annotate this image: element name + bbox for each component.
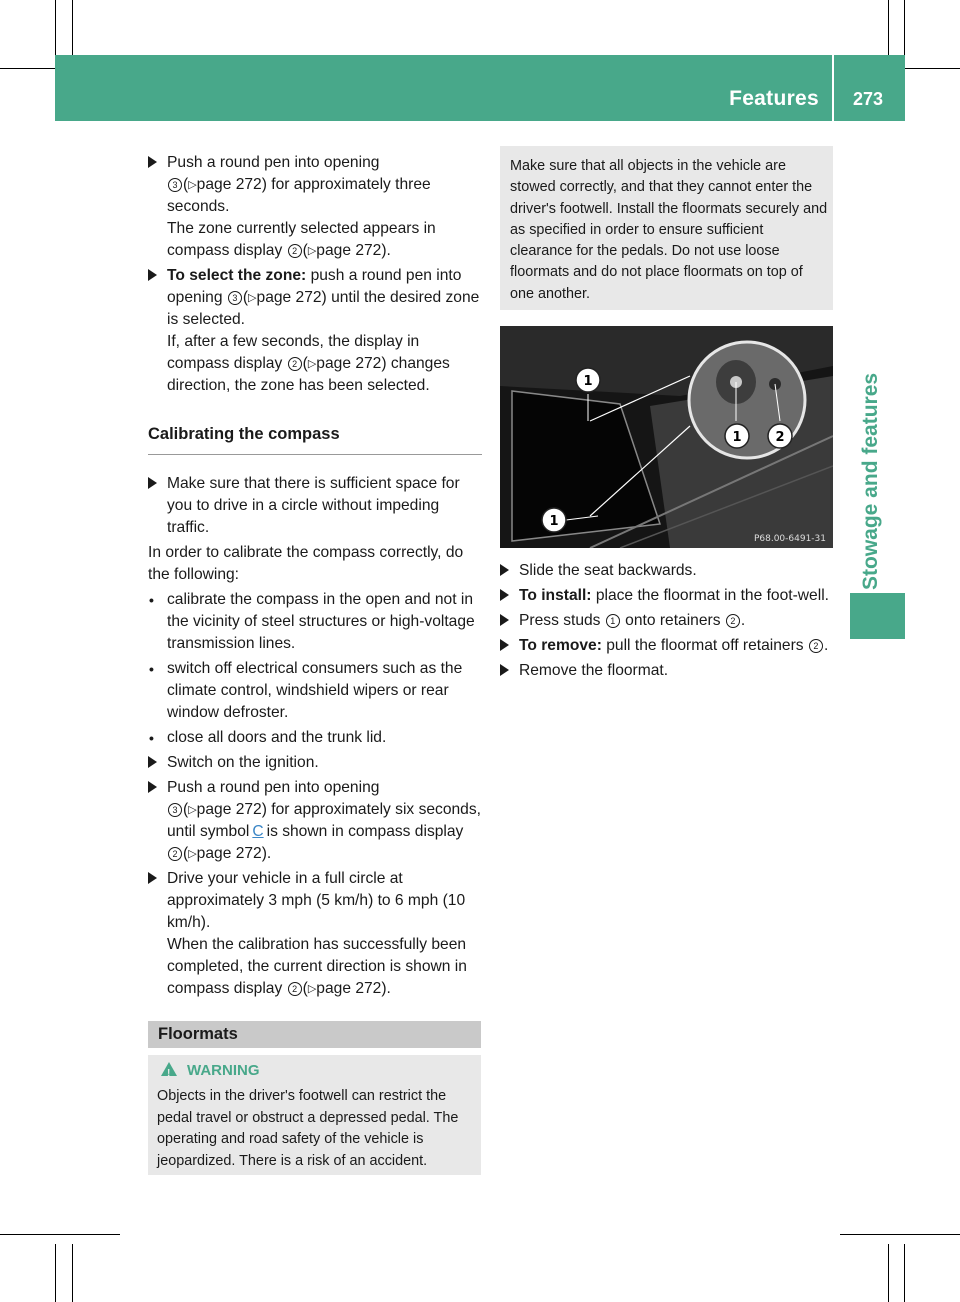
step-ignition [148, 752, 482, 774]
step-text: Press studs [519, 612, 601, 629]
figure-code: P68.00-6491-31 [753, 534, 826, 544]
right-triangle-icon [500, 664, 509, 676]
step-press-studs [500, 610, 840, 632]
list-item [148, 727, 482, 749]
page-ref-icon: ▷ [307, 983, 317, 995]
bullet-text: calibrate the compass in the open and not in the vicinity of steel structures or high-voltage transmission lines. [167, 591, 475, 652]
callout-number: 3 [168, 178, 182, 192]
warning-text: Objects in the driver's footwell can restrict the pedal travel or obstruct a depressed pedal. The operating and road safety of the vehicle is jeopardized. There is a risk of an accident. [157, 1088, 459, 1169]
step-subtext: page 272) changes direction, the zone has been selected. [167, 355, 450, 394]
callout-1-top: 1 [583, 374, 593, 389]
crop-mark [888, 0, 889, 58]
step-remove [500, 635, 840, 657]
side-section-label [856, 320, 886, 600]
page-ref-icon: ▷ [307, 358, 317, 370]
side-label-text: Stowage and features [859, 372, 882, 590]
step-text: . [740, 612, 746, 629]
step-text: is shown in compass display [266, 823, 464, 840]
header-bar [55, 55, 905, 121]
step-subtext: page 272). [316, 242, 391, 259]
step-text: Make sure that there is sufficient space for you to drive in a circle without impeding traffic. [167, 475, 460, 536]
callout-number: 2 [168, 847, 182, 861]
right-triangle-icon [148, 781, 157, 793]
bullet-text: close all doors and the trunk lid. [167, 729, 387, 746]
right-triangle-icon [148, 872, 157, 884]
step-text: page 272). [196, 845, 272, 862]
page-ref-icon: ▷ [248, 292, 257, 304]
note-box [500, 146, 833, 310]
crop-mark [904, 1244, 905, 1302]
callout-number: 2 [726, 614, 740, 628]
crop-mark [55, 1244, 56, 1302]
warning-title [161, 1060, 260, 1082]
page-number: 273 [852, 89, 883, 109]
step-text: Remove the floormat. [519, 662, 669, 679]
bullet-icon: • [149, 730, 154, 746]
step-subtext: The zone currently selected appears in compass display [167, 220, 436, 259]
callout-2-inset: 2 [775, 430, 785, 445]
step-text: pull the floormat off retainers [606, 637, 804, 654]
right-steps [500, 560, 840, 685]
right-triangle-icon [148, 477, 157, 489]
page-ref-icon: ▷ [188, 804, 197, 816]
callout-1-bottom: 1 [549, 514, 559, 529]
bullet-text: switch off electrical consumers such as the climate control, windshield wipers or rear window defroster. [167, 660, 463, 721]
step-text: page 272) for approximately three seconds. [167, 176, 431, 215]
floormats-heading [148, 1021, 481, 1048]
right-triangle-icon [500, 639, 509, 651]
floormat-illustration [500, 326, 833, 548]
step-slide-seat [500, 560, 840, 582]
step-install [500, 585, 840, 607]
list-item [148, 589, 482, 655]
step-text: page 272) for approximately six seconds, until symbol [167, 801, 481, 840]
right-triangle-icon [148, 756, 157, 768]
step-text: Push a round pen into opening [167, 779, 380, 796]
floormat-figure [500, 326, 833, 548]
step-subtext: When the calibration has successfully been completed, the current direction is shown in compass display [167, 936, 467, 997]
crop-mark [904, 0, 905, 58]
callout-number: 2 [288, 982, 302, 996]
step-subtext: If, after a few seconds, the display in compass display [167, 333, 420, 372]
warning-box [148, 1055, 481, 1175]
callout-number: 2 [288, 357, 302, 371]
page-ref-icon: ▷ [188, 179, 197, 191]
callout-number: 3 [168, 803, 182, 817]
note-text: Make sure that all objects in the vehicle are stowed correctly, and that they cannot enter the driver's footwell. Install the floormats securely and as specified in order to ensure sufficient clearance for the pedals. Do not use loose floormats and do not place floormats on top of one another. [510, 158, 828, 302]
right-triangle-icon [148, 156, 157, 168]
step-push-pen: Push a round pen into opening 3 (▷page 272) for approximately three seconds. The zone currently selected appears in compass display 2 (▷page 272). [148, 152, 482, 262]
step-drive-circle: Drive your vehicle in a full circle at approximately 3 mph (5 km/h) to 6 mph (10 km/h). When the calibration has successfully been completed, the current direction is shown in compass display 2 (▷page 272). [148, 868, 482, 1000]
step-remove-floormat [500, 660, 840, 682]
step-text: push a round pen into opening [167, 267, 462, 306]
step-text: place the floormat in the foot-well. [595, 587, 829, 604]
callout-number: 2 [809, 639, 823, 653]
step-sufficient-space [148, 473, 482, 539]
crop-mark [72, 1244, 73, 1302]
warning-triangle-icon [161, 1062, 177, 1076]
list-item [148, 658, 482, 724]
step-text: Slide the seat backwards. [519, 562, 697, 579]
callout-number: 1 [606, 614, 620, 628]
compass-symbol: C [252, 823, 264, 840]
crop-mark [55, 0, 56, 58]
step-select-zone: To select the zone: push a round pen into opening 3 (▷page 272) until the desired zone is selected. If, after a few seconds, the display in compass display 2 (▷page 272) changes direction, the zone has been selected. [148, 265, 482, 397]
step-bold-label: To install: [519, 587, 592, 604]
section-heading: Calibrating the compass [148, 423, 482, 455]
side-tab-block [850, 593, 905, 639]
callout-number: 2 [288, 244, 302, 258]
right-triangle-icon [500, 614, 509, 626]
page-ref-icon: ▷ [188, 848, 197, 860]
crop-mark [888, 1244, 889, 1302]
right-triangle-icon [148, 269, 157, 281]
step-bold-label: To select the zone: [167, 267, 307, 284]
crop-mark [840, 1234, 960, 1235]
page-title: Features [729, 87, 819, 110]
step-text: Switch on the ignition. [167, 754, 319, 771]
callout-number: 3 [228, 291, 242, 305]
page-ref-icon: ▷ [307, 245, 317, 257]
paragraph: In order to calibrate the compass correctly, do the following: [148, 544, 464, 583]
bullet-icon: • [149, 592, 154, 608]
step-text: page 272) until the desired zone is selected. [167, 289, 480, 328]
right-triangle-icon [500, 589, 509, 601]
step-text: . [823, 637, 829, 654]
crop-mark [72, 0, 73, 58]
left-column [148, 152, 482, 1003]
bullet-icon: • [149, 661, 154, 677]
step-text: Push a round pen into opening [167, 154, 380, 171]
warning-label: WARNING [187, 1062, 260, 1079]
callout-1-inset: 1 [732, 430, 742, 445]
step-subtext: page 272). [316, 980, 391, 997]
crop-mark [0, 1234, 120, 1235]
step-bold-label: To remove: [519, 637, 602, 654]
step-text: onto retainers [625, 612, 721, 629]
step-push-pen-calibrate: Push a round pen into opening 3 (▷page 272) for approximately six seconds, until symbol C is shown in compass display 2 (▷page 272). [148, 777, 482, 865]
floormats-title: Floormats [158, 1025, 238, 1043]
header-divider [832, 55, 834, 121]
step-text: Drive your vehicle in a full circle at approximately 3 mph (5 km/h) to 6 mph (10 km/h). [167, 870, 466, 931]
right-triangle-icon [500, 564, 509, 576]
